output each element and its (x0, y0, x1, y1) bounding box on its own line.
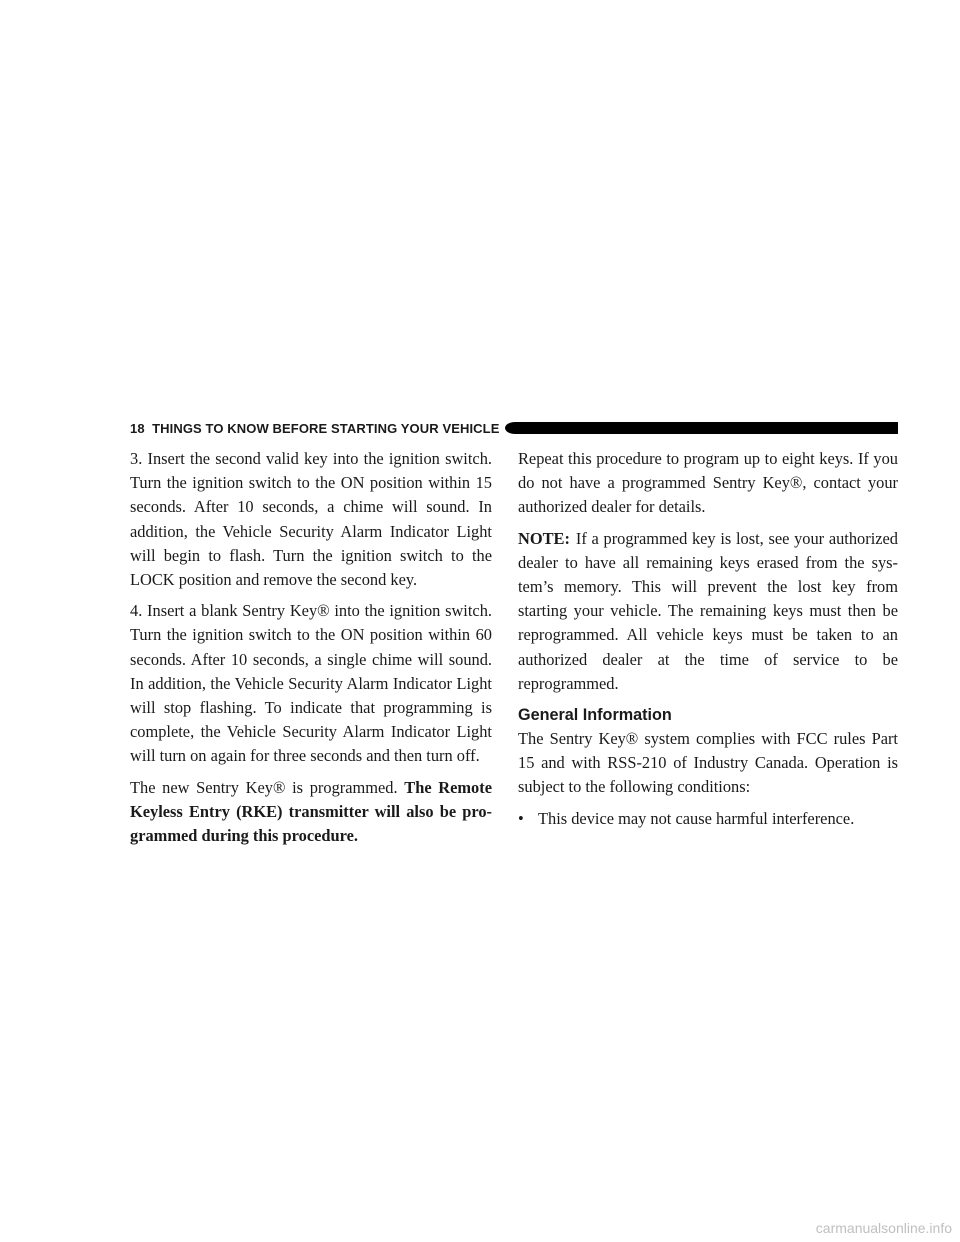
page-number: 18 (130, 420, 145, 436)
note-label: NOTE: (518, 528, 570, 548)
section-title: THINGS TO KNOW BEFORE STARTING YOUR VEHICLE (152, 420, 500, 436)
general-information-paragraph: The Sentry Key® system complies with FCC rules Part 15 and with RSS-210 of Industry Canada. Operation is subject to the following conditions: (518, 729, 898, 797)
header-bar (505, 422, 898, 434)
programmed-paragraph (130, 776, 492, 849)
note-text: If a programmed key is lost, see your authorized dealer to have all remaining keys erased from the system’s memory. This will prevent the lost key from starting your vehicle. The remaining keys must then be reprogrammed. All vehicle keys must be taken to an authorized dealer at the time of service to be reprogrammed. (518, 528, 898, 693)
step-4-paragraph: 4. Insert a blank Sentry Key® into the ignition switch. Turn the ignition switch to the ON position within 60 seconds. After 10 seconds, a single chime will sound. In addition, the Vehicle Security Alarm Indicator Light will stop flashing. To indicate that programming is complete, the Vehicle Security Alarm Indicator Light will turn on again for three seconds and then turn off. (130, 601, 492, 766)
list-item (518, 807, 898, 831)
note-paragraph (518, 527, 898, 696)
page-header (130, 418, 898, 438)
bullet-icon: • (518, 808, 524, 828)
right-column (518, 447, 898, 831)
repeat-paragraph: Repeat this procedure to program up to eight keys. If you do not have a programmed Sentry Key®, contact your authorized dealer for details. (518, 449, 898, 517)
general-information-heading: General Information (518, 706, 672, 725)
header-spacer (145, 421, 152, 436)
watermark: carmanualsonline.info (815, 1220, 952, 1236)
programmed-lead-text: The new Sentry Key® is programmed. (130, 777, 405, 797)
step-3-paragraph: 3. Insert the second valid key into the ignition switch. Turn the ignition switch to the ON position within 15 seconds. After 10 seconds, a chime will sound. In addition, the Vehicle Security Alarm Indicator Light will begin to flash. Turn the ignition switch to the LOCK position and remove the second key. (130, 449, 492, 590)
bullet-text: This device may not cause harmful interference. (538, 808, 855, 828)
programmed-bold-text: The Remote Keyless Entry (RKE) transmitter will also be programmed during this procedure. (130, 777, 492, 846)
left-column (130, 447, 492, 855)
